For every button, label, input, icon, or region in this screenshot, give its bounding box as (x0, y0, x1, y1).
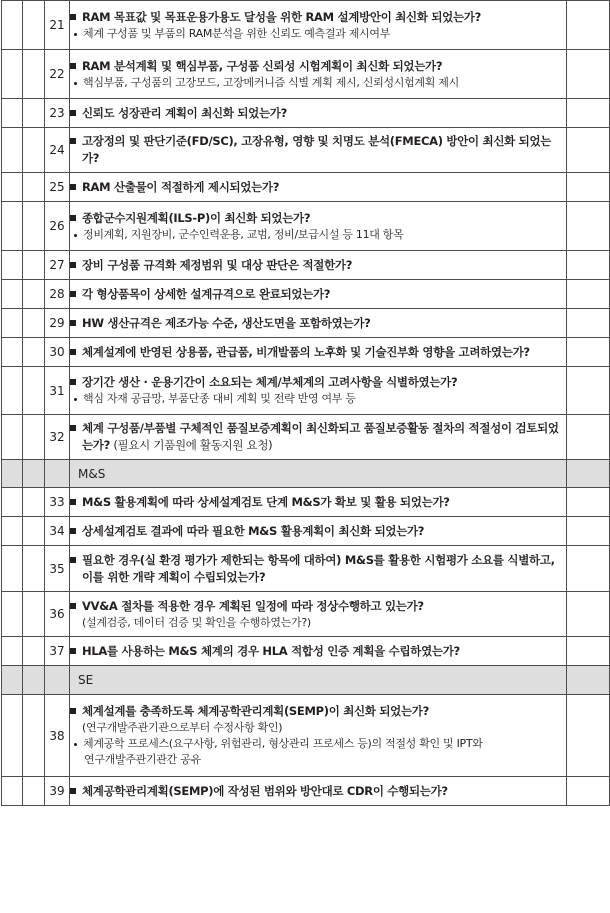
blank-cell (23, 488, 45, 517)
question-note: (설계검증, 데이터 검증 및 확인을 수행하였는가?) (82, 615, 311, 629)
blank-cell (23, 637, 45, 666)
square-bullet-icon (70, 379, 76, 385)
item-body (70, 309, 567, 338)
square-bullet-icon (70, 708, 76, 714)
item-body (70, 637, 567, 666)
blank-cell (567, 488, 610, 517)
blank-cell (23, 280, 45, 309)
table-row (2, 50, 610, 99)
blank-cell (45, 460, 70, 488)
square-bullet-icon (70, 788, 76, 794)
table-row (2, 488, 610, 517)
question-text-wrap (82, 257, 566, 274)
blank-cell (2, 777, 23, 806)
square-bullet-icon (70, 291, 76, 297)
item-body (70, 280, 567, 309)
question (70, 315, 566, 332)
blank-cell (2, 128, 23, 173)
table-row (2, 173, 610, 202)
question-text: VV&A 절차를 적용한 경우 계획된 일정에 따라 정상수행하고 있는가? (82, 598, 424, 613)
item-number: 22 (45, 50, 70, 99)
question-text: HLA를 사용하는 M&S 체계의 경우 HLA 적합성 인증 계획을 수립하였는가? (82, 643, 460, 658)
question-text: 고장정의 및 판단기준(FD/SC), 고장유형, 영향 및 치명도 분석(FMECA) 방안이 최신화 되었는가? (82, 134, 552, 165)
blank-cell (2, 695, 23, 777)
item-body (70, 546, 567, 592)
blank-cell (2, 280, 23, 309)
table-row (2, 128, 610, 173)
question (70, 598, 566, 615)
blank-cell (2, 309, 23, 338)
blank-cell (567, 99, 610, 128)
question-text-wrap (82, 344, 566, 361)
item-number: 31 (45, 367, 70, 415)
item-number: 26 (45, 202, 70, 251)
question-text-wrap (82, 315, 566, 332)
question-text-wrap (82, 210, 566, 227)
question-text-wrap (82, 58, 566, 75)
question (70, 783, 566, 800)
blank-cell (23, 251, 45, 280)
blank-cell (567, 666, 610, 695)
sub-item-continuation: 연구개발주관기관간 공유 (84, 753, 201, 766)
sub-item (74, 227, 566, 243)
question (70, 420, 566, 454)
question-text: 필요한 경우(실 환경 평가가 제한되는 항목에 대하여) M&S를 활용한 시험평가 소요를 식별하고, 이를 위한 개략 계획이 수립되었는가? (82, 552, 555, 584)
blank-cell (567, 280, 610, 309)
question-note: (연구개발주관기관으로부터 수정사항 확인) (82, 721, 283, 734)
blank-cell (23, 460, 45, 488)
blank-cell (2, 50, 23, 99)
question (70, 643, 566, 660)
blank-cell (567, 777, 610, 806)
dot-bullet-icon (74, 82, 77, 85)
square-bullet-icon (70, 528, 76, 534)
blank-cell (567, 202, 610, 251)
item-body (70, 488, 567, 517)
blank-cell (23, 777, 45, 806)
section-row (2, 460, 610, 488)
checklist-body (2, 1, 610, 806)
blank-cell (23, 338, 45, 367)
square-bullet-icon (70, 215, 76, 221)
question-text-wrap (82, 783, 566, 800)
item-number: 33 (45, 488, 70, 517)
blank-cell (567, 460, 610, 488)
table-row (2, 777, 610, 806)
section-row (2, 666, 610, 695)
question-text-wrap (82, 9, 566, 26)
blank-cell (567, 637, 610, 666)
blank-cell (2, 202, 23, 251)
blank-cell (23, 173, 45, 202)
blank-cell (2, 637, 23, 666)
section-label: SE (70, 666, 567, 695)
square-bullet-icon (70, 63, 76, 69)
blank-cell (567, 517, 610, 546)
item-body (70, 338, 567, 367)
item-number: 27 (45, 251, 70, 280)
blank-cell (23, 202, 45, 251)
checklist-table (1, 0, 610, 806)
item-number: 21 (45, 1, 70, 50)
blank-cell (2, 460, 23, 488)
square-bullet-icon (70, 14, 76, 20)
blank-cell (2, 367, 23, 415)
question-text-wrap (82, 703, 566, 720)
dot-bullet-icon (74, 398, 77, 401)
sub-item-text: 체계 구성품 및 부품의 RAM분석을 위한 신뢰도 예측결과 제시여부 (83, 26, 391, 40)
question-text-wrap (82, 552, 566, 586)
blank-cell (2, 666, 23, 695)
question (70, 494, 566, 511)
question (70, 58, 566, 75)
question (70, 523, 566, 540)
item-number: 32 (45, 415, 70, 460)
sub-item-text: 정비계획, 지원장비, 군수인력운용, 교범, 정비/보급시설 등 11대 항목 (83, 227, 404, 241)
table-row (2, 517, 610, 546)
question-text-wrap (82, 179, 566, 196)
table-row (2, 202, 610, 251)
blank-cell (2, 488, 23, 517)
question (70, 9, 566, 26)
item-body (70, 202, 567, 251)
item-body (70, 367, 567, 415)
item-body (70, 128, 567, 173)
blank-cell (23, 592, 45, 637)
item-number: 24 (45, 128, 70, 173)
blank-cell (2, 251, 23, 280)
square-bullet-icon (70, 349, 76, 355)
dot-bullet-icon (74, 743, 77, 746)
square-bullet-icon (70, 557, 76, 563)
blank-cell (23, 546, 45, 592)
blank-cell (567, 338, 610, 367)
blank-cell (567, 309, 610, 338)
item-body (70, 99, 567, 128)
item-body (70, 415, 567, 460)
square-bullet-icon (70, 262, 76, 268)
sub-item (74, 736, 566, 752)
item-number: 25 (45, 173, 70, 202)
question (70, 374, 566, 391)
blank-cell (567, 546, 610, 592)
table-row (2, 695, 610, 777)
item-number: 28 (45, 280, 70, 309)
blank-cell (23, 517, 45, 546)
item-number: 37 (45, 637, 70, 666)
square-bullet-icon (70, 320, 76, 326)
square-bullet-icon (70, 184, 76, 190)
table-row (2, 338, 610, 367)
question (70, 105, 566, 122)
item-body (70, 777, 567, 806)
table-row (2, 251, 610, 280)
item-number: 39 (45, 777, 70, 806)
square-bullet-icon (70, 138, 76, 144)
item-number: 35 (45, 546, 70, 592)
table-row (2, 415, 610, 460)
blank-cell (23, 50, 45, 99)
item-number: 38 (45, 695, 70, 777)
blank-cell (23, 695, 45, 777)
blank-cell (2, 415, 23, 460)
item-number: 23 (45, 99, 70, 128)
square-bullet-icon (70, 603, 76, 609)
question-text-wrap (82, 494, 566, 511)
item-number: 29 (45, 309, 70, 338)
item-body (70, 50, 567, 99)
question-text: M&S 활용계획에 따라 상세설계검토 단계 M&S가 확보 및 활용 되었는가? (82, 494, 450, 509)
blank-cell (2, 592, 23, 637)
section-label: M&S (70, 460, 567, 488)
dot-bullet-icon (74, 234, 77, 237)
sub-item (74, 75, 566, 91)
table-row (2, 1, 610, 50)
question-note: (필요시 기품원에 활동지원 요청) (110, 438, 273, 452)
question-text-wrap (82, 643, 566, 660)
square-bullet-icon (70, 425, 76, 431)
item-body (70, 173, 567, 202)
table-row (2, 367, 610, 415)
item-number: 36 (45, 592, 70, 637)
blank-cell (23, 1, 45, 50)
item-body (70, 1, 567, 50)
question (70, 552, 566, 586)
table-row (2, 637, 610, 666)
question (70, 703, 566, 720)
question-text: 체계설계를 충족하도록 체계공학관리계획(SEMP)이 최신화 되었는가? (82, 704, 429, 718)
blank-cell (567, 50, 610, 99)
item-number: 34 (45, 517, 70, 546)
blank-cell (567, 251, 610, 280)
blank-cell (567, 415, 610, 460)
question-text-wrap (82, 420, 566, 454)
blank-cell (23, 99, 45, 128)
question-text-wrap (82, 598, 566, 615)
question-text-wrap (82, 105, 566, 122)
question-text: 장기간 생산 · 운용기간이 소요되는 체계/부체계의 고려사항을 식별하였는가? (82, 375, 458, 389)
question (70, 344, 566, 361)
blank-cell (2, 99, 23, 128)
table-row (2, 309, 610, 338)
question-text: 상세설계검토 결과에 따라 필요한 M&S 활용계획이 최신화 되었는가? (82, 523, 425, 538)
question-text: HW 생산규격은 제조가능 수준, 생산도면을 포함하였는가? (82, 315, 371, 330)
blank-cell (567, 592, 610, 637)
question (70, 286, 566, 303)
blank-cell (567, 1, 610, 50)
blank-cell (23, 128, 45, 173)
item-body (70, 251, 567, 280)
blank-cell (23, 309, 45, 338)
sub-item (74, 26, 566, 42)
dot-bullet-icon (74, 33, 77, 36)
blank-cell (567, 173, 610, 202)
blank-cell (2, 1, 23, 50)
item-number: 30 (45, 338, 70, 367)
blank-cell (567, 128, 610, 173)
question-text-wrap (82, 523, 566, 540)
table-row (2, 546, 610, 592)
square-bullet-icon (70, 648, 76, 654)
item-body (70, 517, 567, 546)
question-text: 체계설계에 반영된 상용품, 관급품, 비개발품의 노후화 및 기술진부화 영향을 고려하였는가? (82, 344, 530, 359)
table-row (2, 592, 610, 637)
question (70, 133, 566, 167)
question (70, 179, 566, 196)
blank-cell (567, 695, 610, 777)
sub-item-text: 체계공학 프로세스(요구사항, 위험관리, 형상관리 프로세스 등)의 적절성 확인 및 IPT와 (83, 737, 483, 750)
table-row (2, 99, 610, 128)
blank-cell (2, 546, 23, 592)
blank-cell (23, 367, 45, 415)
question-text-wrap (82, 133, 566, 167)
blank-cell (2, 517, 23, 546)
square-bullet-icon (70, 110, 76, 116)
question-text-wrap (82, 374, 566, 391)
question-text-wrap (82, 286, 566, 303)
question-text: RAM 분석계획 및 핵심부품, 구성품 신뢰성 시험계획이 최신화 되었는가? (82, 58, 443, 73)
sub-item-text: 핵심 자재 공급망, 부품단종 대비 계획 및 전략 반영 여부 등 (83, 392, 356, 405)
question-text: 장비 구성품 규격화 제정범위 및 대상 판단은 적절한가? (82, 257, 353, 272)
blank-cell (2, 338, 23, 367)
blank-cell (45, 666, 70, 695)
table-row (2, 280, 610, 309)
question-text: 각 형상품목이 상세한 설계규격으로 완료되었는가? (82, 286, 331, 301)
question (70, 210, 566, 227)
question-text: 체계공학관리계획(SEMP)에 작성된 범위와 방안대로 CDR이 수행되는가? (82, 783, 448, 798)
question-text: 종합군수지원계획(ILS-P)이 최신화 되었는가? (82, 210, 311, 225)
question-text: 체계 구성품/부품별 구체적인 품질보증계획이 최신화되고 품질보증활동 절차의 적절성이 검토되었는가? (82, 421, 559, 452)
square-bullet-icon (70, 499, 76, 505)
sub-item-text: 핵심부품, 구성품의 고장모드, 고장메커니즘 식별 계획 제시, 신뢰성시험계획 제시 (83, 75, 459, 89)
question (70, 257, 566, 274)
item-body (70, 695, 567, 777)
blank-cell (23, 415, 45, 460)
question-text: RAM 산출물이 적절하게 제시되었는가? (82, 179, 280, 194)
item-body (70, 592, 567, 637)
question-text: RAM 목표값 및 목표운용가용도 달성을 위한 RAM 설계방안이 최신화 되었는가? (82, 9, 481, 24)
sub-item (74, 391, 566, 407)
question-text: 신뢰도 성장관리 계획이 최신화 되었는가? (82, 105, 287, 120)
blank-cell (23, 666, 45, 695)
blank-cell (567, 367, 610, 415)
blank-cell (2, 173, 23, 202)
